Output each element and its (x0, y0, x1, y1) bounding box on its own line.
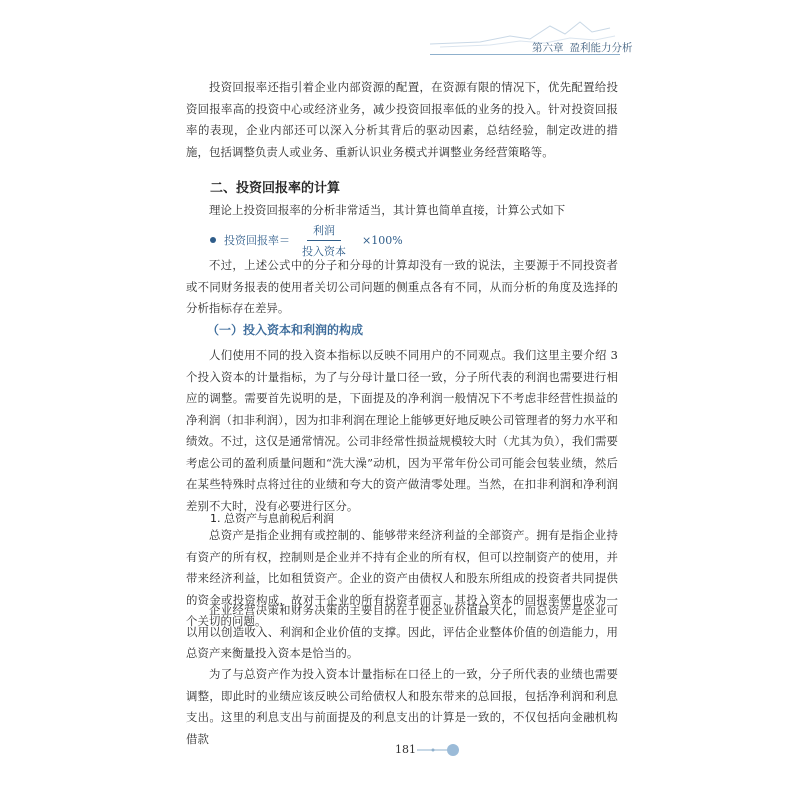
section-heading: 二、投资回报率的计算 (210, 181, 341, 196)
paragraph-6: 企业经营决策和财务决策的主要目的在于使企业价值最大化，而总资产是企业可以用以创造收入、利润和企业价值的支撑。因此，评估企业整体价值的创造能力，用总资产来衡量投入资本是恰当的。 (186, 603, 618, 660)
paragraph-7: 为了与总资产作为投入资本计量指标在口径上的一致，分子所代表的业绩也需要调整，即此时的业绩应该反映公司给债权人和股东带来的总回报，包括净利润和利息支出。这里的利息支出与前面提及的利息支出的计算是一致的，不仅包括向金融机构借款 (186, 667, 618, 746)
subsection-heading: （一）投入资本和利润的构成 (207, 323, 364, 337)
paragraph-4: 人们使用不同的投入资本指标以反映不同用户的不同观点。我们这里主要介绍 3 个投入资本的计量指标，为了与分母计量口径一致，分子所代表的利润也需要进行相应的调整。需要首先说明的是，下面提及的净利润一般情况下不考虑非经营性损益的净利润（扣非利润），因为扣非利润在理论上能够更好地反映公司管理者的努力水平和绩效。不过，这仅是通常情况。公司非经常性损益规模较大时（尤其为负），我们需要考虑公司的盈利质量问题和“洗大澡”动机，因为平常年份公司可能会包装业绩，然后在某些特殊时点将过往的业绩和夸大的资产做清零处理。当然，在扣非利润和净利润差别不大时，没有必要进行区分。 (186, 348, 618, 513)
formula-lhs: 投资回报率＝ (224, 234, 290, 247)
formula-numerator: 利润 (307, 222, 341, 241)
paragraph-5: 总资产是指企业拥有或控制的、能够带来经济利益的全部资产。拥有是指企业持有资产的所有权，控制则是企业并不持有企业的所有权，但可以控制资产的使用，并带来经济利益，比如租赁资产。企业的资产由债权人和股东所组成的投资者共同提供的资金或投资构成，故对于企业的所有投资者而言，其投入资本的回报率便也成为一个关切的问题。 (186, 528, 618, 628)
bullet-icon (210, 237, 216, 243)
formula-fraction (296, 222, 352, 259)
chapter-label: 第六章 (532, 42, 564, 54)
formula-suffix: ×100% (362, 233, 403, 247)
item-heading: 1. 总资产与息前税后利润 (210, 512, 334, 525)
chapter-title: 盈利能力分析 (569, 42, 633, 54)
formula-denominator: 投入资本 (302, 244, 346, 258)
page-dot-icon (415, 742, 465, 758)
roi-formula (210, 223, 403, 257)
page-number: 181 (395, 743, 416, 756)
paragraph-1: 投资回报率还指引着企业内部资源的配置，在资源有限的情况下，优先配置给投资回报率高的投资中心或经济业务，减少投资回报率低的业务的投入。针对投资回报率的表现，企业内部还可以深入分析其背后的驱动因素，总结经验，制定改进的措施，包括调整负责人或业务、重新认识业务模式并调整业务经营策略等。 (186, 80, 618, 159)
paragraph-3: 不过，上述公式中的分子和分母的计算却没有一致的说法，主要源于不同投资者或不同财务报表的使用者关切公司问题的侧重点各有不同，从而分析的角度及选择的分析指标存在差异。 (186, 258, 618, 315)
paragraph-2: 理论上投资回报率的分析非常适当，其计算也简单直接，计算公式如下 (209, 203, 566, 217)
running-header (526, 40, 633, 55)
